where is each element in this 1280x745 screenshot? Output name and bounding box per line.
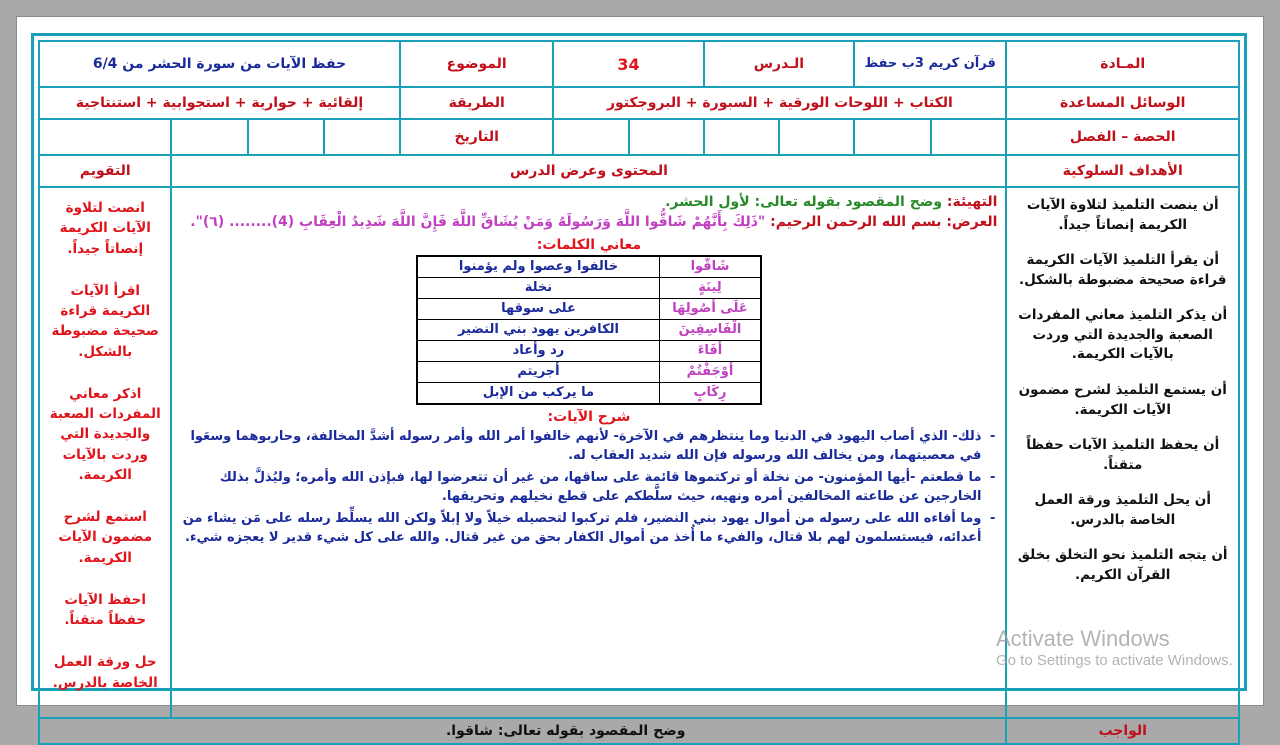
topic-label: الموضوع — [400, 41, 553, 87]
verse-text: "ذَلِكَ بِأَنَّهُمْ شَاقُّوا اللَّهَ وَرَسُولَهُ وَمَنْ يُشَاقِّ اللَّهَ فَإِنَّ اللَّهَ شَدِيدُ الْعِقَابِ (4)........ (٦)". — [190, 214, 766, 231]
content-cell — [171, 187, 1006, 718]
explanation-item: - ما قطعتم -أيها المؤمنون- من نخلة أو تركتموها قائمة على ساقها، من غير أن تتعرضوا لها، فبإذن الله وأمره؛ وليُذلَّ بذلك الخارجين عن طاعته المخالفين أمره ونهيه، حيث سلَّطكم على قطع نخيلهم وتحريقها. — [180, 468, 981, 507]
vocab-meaning: نخلة — [417, 277, 660, 298]
period-cell — [553, 119, 628, 155]
goal-item: أن يستمع التلميذ لشرح مضمون الآيات الكريمة. — [1018, 381, 1227, 418]
vocab-meaning: على سوقها — [417, 298, 660, 319]
vocab-row — [417, 340, 761, 361]
vocab-meaning: الكافرين يهود بني النضير — [417, 319, 660, 340]
header-row-3 — [39, 119, 1239, 155]
evaluation-cell — [39, 187, 171, 718]
period-cell — [629, 119, 704, 155]
watermark-subtitle: Go to Settings to activate Windows. — [996, 652, 1233, 669]
body-row — [39, 187, 1239, 718]
vocab-word: أَوْجَفْتُمْ — [659, 361, 761, 382]
vocab-word: أَفَاءَ — [659, 340, 761, 361]
date-cell — [324, 119, 400, 155]
method-value: إلقائية + حوارية + استجوابية + استنتاجية — [39, 87, 400, 119]
goal-item: أن يحل التلميذ ورقة العمل الخاصة بالدرس. — [1034, 492, 1211, 528]
period-cell — [704, 119, 779, 155]
date-label: التاريخ — [400, 119, 553, 155]
subject-value: قرآن كريم 3ب حفظ — [854, 41, 1006, 87]
goals-heading: الأهداف السلوكية — [1006, 155, 1239, 187]
explanation-list — [180, 427, 997, 548]
lesson-plan-border — [31, 33, 1247, 739]
evaluation-item: احفظ الآيات حفظاً متقناً. — [64, 591, 147, 628]
presentation-label: العرض: — [946, 214, 998, 231]
intro-text: وضح المقصود بقوله تعالى: لأول الحشر. — [665, 194, 947, 210]
header-row-1 — [39, 41, 1239, 87]
goals-cell — [1006, 187, 1239, 718]
vocab-title: معاني الكلمات: — [536, 236, 642, 253]
vocab-row — [417, 382, 761, 404]
period-cell — [931, 119, 1006, 155]
subject-label: المـادة — [1006, 41, 1239, 87]
homework-text: وضح المقصود بقوله تعالى: شاقوا. — [39, 718, 1006, 744]
evaluation-item: استمع لشرح مضمون الآيات الكريمة. — [58, 509, 153, 566]
evaluation-item: حل ورقة العمل الخاصة بالدرس. — [52, 654, 158, 691]
lesson-plan-table — [38, 40, 1240, 745]
vocab-row — [417, 298, 761, 319]
goal-item: أن يقرأ التلميذ الآيات الكريمة قراءة صحيحة مضبوطة بالشكل. — [1018, 252, 1227, 288]
lesson-value: 34 — [553, 41, 703, 87]
vocab-word: لِينَةٍ — [659, 277, 761, 298]
vocab-meaning: خالفوا وعصوا ولم يؤمنوا — [417, 256, 660, 278]
method-label: الطريقة — [400, 87, 553, 119]
period-cell — [779, 119, 854, 155]
column-headings-row — [39, 155, 1239, 187]
explanation-item: - وما أفاءه الله على رسوله من أموال يهود بني النضير، فلم تركبوا لتحصيله خيلاً ولا إبلاً ولكن الله يسلِّط رسله على مَن يشاء من أعدائه، فيستسلمون لهم بلا قتال، والفيء ما أُخذ من أموال الكفار بحق من غير قتال. والله على كل شيء قدير لا يعجزه شيء. — [180, 509, 981, 548]
date-cell — [248, 119, 324, 155]
goal-item: أن يحفظ التلميذ الآيات حفظاً متقناً. — [1026, 437, 1220, 473]
watermark-title: Activate Windows — [996, 626, 1170, 651]
vocab-meaning: أجريتم — [417, 361, 660, 382]
vocab-word: شَاقُّوا — [659, 256, 761, 278]
presentation-text: بسم الله الرحمن الرحيم: — [765, 214, 947, 231]
vocab-row — [417, 277, 761, 298]
lesson-label: الـدرس — [704, 41, 854, 87]
vocab-word: رِكَابٍ — [659, 382, 761, 404]
goal-item: أن ينصت التلميذ لتلاوة الآيات الكريمة إنصاتاً جيداً. — [1026, 197, 1219, 233]
intro-label: التهيئة: — [946, 194, 998, 210]
vocab-table — [416, 255, 762, 405]
homework-row — [39, 718, 1239, 744]
explanation-title: شرح الآيات: — [547, 408, 631, 425]
topic-value: حفظ الآيات من سورة الحشر من 6/4 — [39, 41, 400, 87]
date-cell — [39, 119, 171, 155]
period-cell — [854, 119, 931, 155]
period-label: الحصة – الفصل — [1006, 119, 1239, 155]
intro-line — [180, 192, 997, 212]
document-frame — [16, 16, 1264, 739]
vocab-meaning: رد وأعاد — [417, 340, 660, 361]
vocab-word: عَلَى أُصُولِهَا — [659, 298, 761, 319]
date-cell — [171, 119, 247, 155]
goal-item: أن يتجه التلميذ نحو التخلق بخلق القرآن الكريم. — [1017, 547, 1228, 583]
evaluation-item: اذكر معاني المفردات الصعبة والجديدة التي وردت بالآيات الكريمة. — [49, 385, 161, 483]
presentation-line — [180, 212, 997, 232]
homework-label: الواجب — [1006, 718, 1239, 744]
header-row-2 — [39, 87, 1239, 119]
vocab-row — [417, 256, 761, 278]
vocab-word: الْفَاسِقِينَ — [659, 319, 761, 340]
goal-item: أن يذكر التلميذ معاني المفردات الصعبة والجديدة التي وردت بالآيات الكريمة. — [1018, 307, 1228, 363]
vocab-row — [417, 319, 761, 340]
vocab-meaning: ما يركب من الإبل — [417, 382, 660, 404]
evaluation-heading: التقويم — [39, 155, 171, 187]
content-heading: المحتوى وعرض الدرس — [171, 155, 1006, 187]
explanation-item: - ذلك- الذي أصاب اليهود في الدنيا وما ينتظرهم في الآخرة- لأنهم خالفوا أمر الله وأمر رسوله أشدَّ المخالفة، وحاربوهما وسعَوا في معصيتهما، ومن يخالف الله ورسوله فإن الله شديد العقاب له. — [180, 427, 981, 466]
vocab-row — [417, 361, 761, 382]
evaluation-item: اقرأ الآيات الكريمة قراءة صحيحة مضبوطة بالشكل. — [51, 282, 159, 360]
aids-label: الوسائل المساعدة — [1006, 87, 1239, 119]
evaluation-item: انصت لتلاوة الآيات الكريمة إنصاتاً جيداً. — [59, 200, 151, 257]
aids-value: الكتاب + اللوحات الورقية + السبورة + البروجكتور — [553, 87, 1006, 119]
